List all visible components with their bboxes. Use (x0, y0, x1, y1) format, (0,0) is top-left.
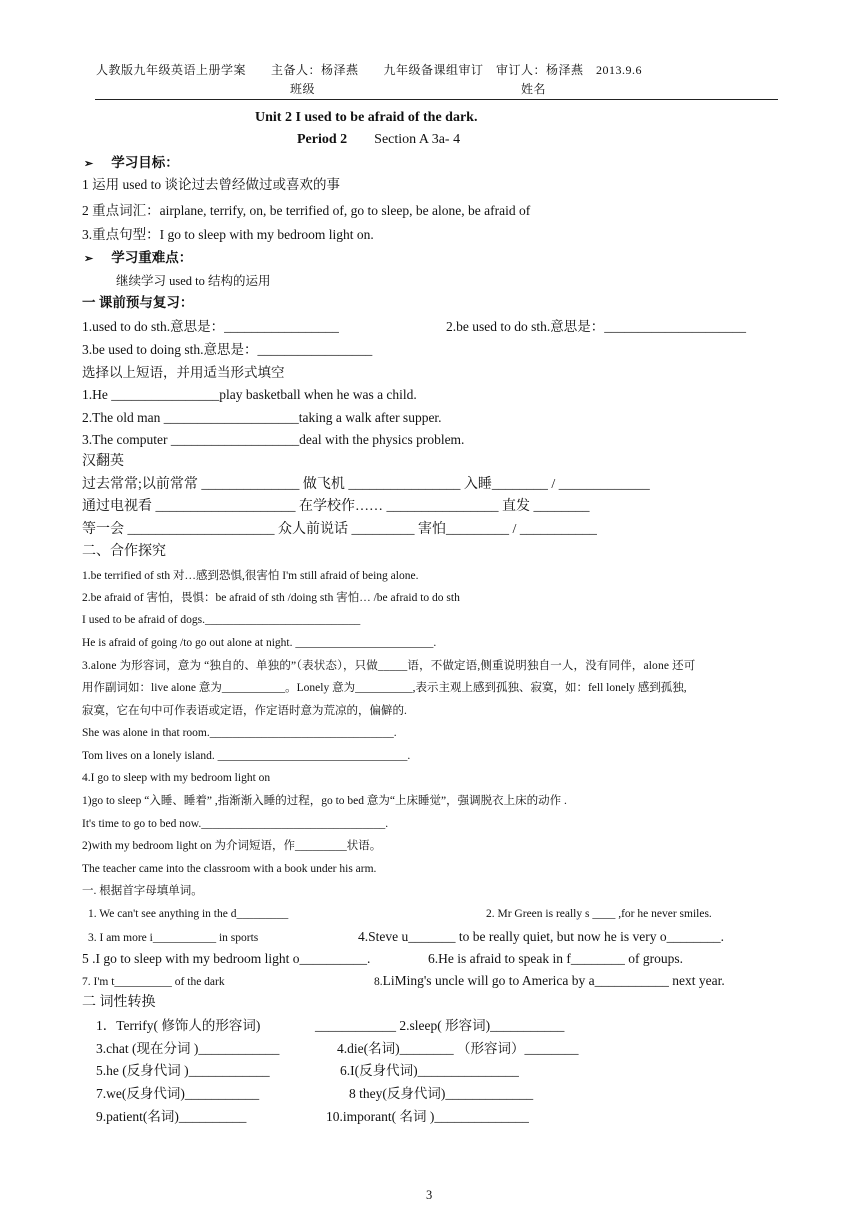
word-form-4: 4.die(名词)________ （形容词）________ (337, 1041, 579, 1056)
fill-letters-q1: 1. We can't see anything in the d_________ (88, 908, 289, 920)
word-form-6: 6.I(反身代词)_______________ (340, 1063, 519, 1078)
explore-line-12: It's time to go to bed now.________________________________. (82, 818, 389, 830)
word-form-5: 5.he (反身代词 )____________ (96, 1063, 270, 1078)
header-rule (95, 99, 778, 100)
fill-letters-q6: 6.He is afraid to speak in f________ of groups. (428, 951, 683, 966)
fill-letters-q8: 8.LiMing's uncle will go to America by a___________ next year. (374, 973, 725, 988)
word-form-2: ____________ 2.sleep( 形容词)___________ (315, 1018, 565, 1033)
preview-fill-2: 2.The old man ____________________taking a walk after supper. (82, 410, 442, 425)
fill-letters-q7: 7. I'm t__________ of the dark (82, 976, 225, 988)
translate-row-3: 等一会 _____________________ 众人前说话 _________ 害怕_________ / ___________ (82, 522, 597, 537)
preview-fill-1: 1.He ________________play basketball when he was a child. (82, 387, 417, 402)
difficulty-heading: ➢ 学习重难点： (84, 250, 193, 265)
preview-q2: 2.be used to do sth.意思是：_____________________ (446, 319, 746, 334)
preview-q3: 3.be used to doing sth.意思是：_________________ (82, 342, 373, 357)
preview-instruction: 选择以上短语，并用适当形式填空 (82, 365, 285, 380)
name-label: 姓名 (521, 82, 547, 96)
period-title (297, 131, 460, 149)
explore-line-1: 1.be terrified of sth 对…感到恐惧,很害怕 I'm still afraid of being alone. (82, 570, 419, 582)
word-form-9: 9.patient(名词)__________ (96, 1109, 247, 1124)
explore-line-6: 用作副词如：live alone 意为___________。Lonely 意为__________,表示主观上感到孤独、寂寞，如：fell lonely 感到孤独, (82, 682, 687, 694)
class-label: 班级 (290, 82, 316, 96)
explore-line-11: 1)go to sleep “入睡、睡着” ,指渐渐入睡的过程，go to bed 意为“上床睡觉”，强调脱衣上床的动作 . (82, 795, 567, 807)
explore-line-9: Tom lives on a lonely island. _________________________________. (82, 750, 411, 762)
explore-line-7: 寂寞，它在句中可作表语或定语，作定语时意为荒凉的，偏僻的. (82, 705, 407, 717)
arrow-bullet-icon: ➢ (84, 158, 94, 170)
preview-q1: 1.used to do sth.意思是：_________________ (82, 319, 339, 334)
translate-heading: 汉翻英 (82, 454, 124, 469)
period-label: Period 2 (297, 132, 348, 147)
word-form-7: 7.we(反身代词)___________ (96, 1086, 260, 1101)
goal-item-1: 1 运用 used to 谈论过去曾经做过或喜欢的事 (82, 177, 340, 192)
goal-item-3: 3.重点句型：I go to sleep with my bedroom light on. (82, 227, 374, 242)
explore-line-10: 4.I go to sleep with my bedroom light on (82, 772, 271, 784)
section-label: Section A 3a- 4 (374, 132, 461, 147)
explore-heading: 二、合作探究 (82, 544, 166, 559)
fill-letters-q3: 3. I am more i___________ in sports (88, 932, 259, 944)
header-info: 人教版九年级英语上册学案 主备人：杨泽燕 九年级备课组审订 审订人：杨泽燕 2013.9.6 (96, 63, 643, 77)
word-form-8: 8 they(反身代词)_____________ (349, 1086, 534, 1101)
fill-letters-q5: 5 .I go to sleep with my bedroom light o__________. (82, 951, 371, 966)
translate-row-1: 过去常常;以前常常 ______________ 做飞机 ________________ 入睡________ / _____________ (82, 477, 650, 492)
fill-letters-heading: 一. 根据首字母填单词。 (82, 885, 203, 897)
fill-letters-q2: 2. Mr Green is really s ____ ,for he never smiles. (486, 908, 712, 920)
difficulty-item: 继续学习 used to 结构的运用 (116, 274, 271, 288)
explore-line-14: The teacher came into the classroom with a book under his arm. (82, 863, 377, 875)
arrow-bullet-icon: ➢ (84, 253, 94, 265)
page-number: 3 (426, 1188, 433, 1202)
goal-item-2: 2 重点词汇：airplane, terrify, on, be terrified of, go to sleep, be alone, be afraid of (82, 203, 531, 218)
preview-heading: 一 课前预与复习： (82, 295, 194, 310)
explore-line-2: 2.be afraid of 害怕，畏惧：be afraid of sth /doing sth 害怕… /be afraid to do sth (82, 592, 460, 604)
translate-row-2: 通过电视看 ____________________ 在学校作…… ________________ 直发 ________ (82, 499, 590, 514)
fill-letters-q4: 4.Steve u_______ to be really quiet, but now he is very o________. (358, 929, 724, 944)
word-form-1: 1．Terrify( 修饰人的形容词) (96, 1018, 261, 1033)
word-form-10: 10.imporant( 名词 )______________ (326, 1109, 529, 1124)
explore-line-5: 3.alone 为形容词，意为 “独自的、单独的”（表状态），只做_____语，不做定语,侧重说明独自一人，没有同伴，alone 还可 (82, 660, 696, 672)
word-form-3: 3.chat (现在分词 )____________ (96, 1041, 280, 1056)
explore-line-8: She was alone in that room.________________________________. (82, 727, 397, 739)
explore-line-3: I used to be afraid of dogs.___________________________ (82, 614, 361, 626)
preview-fill-3: 3.The computer ___________________deal with the physics problem. (82, 432, 465, 447)
goals-heading: ➢ 学习目标： (84, 155, 179, 170)
explore-line-4: He is afraid of going /to go out alone at night. ________________________. (82, 637, 437, 649)
word-forms-heading: 二 词性转换 (82, 995, 156, 1010)
unit-title: Unit 2 I used to be afraid of the dark. (255, 110, 478, 125)
explore-line-13: 2)with my bedroom light on 为介词短语，作_________状语。 (82, 840, 382, 852)
